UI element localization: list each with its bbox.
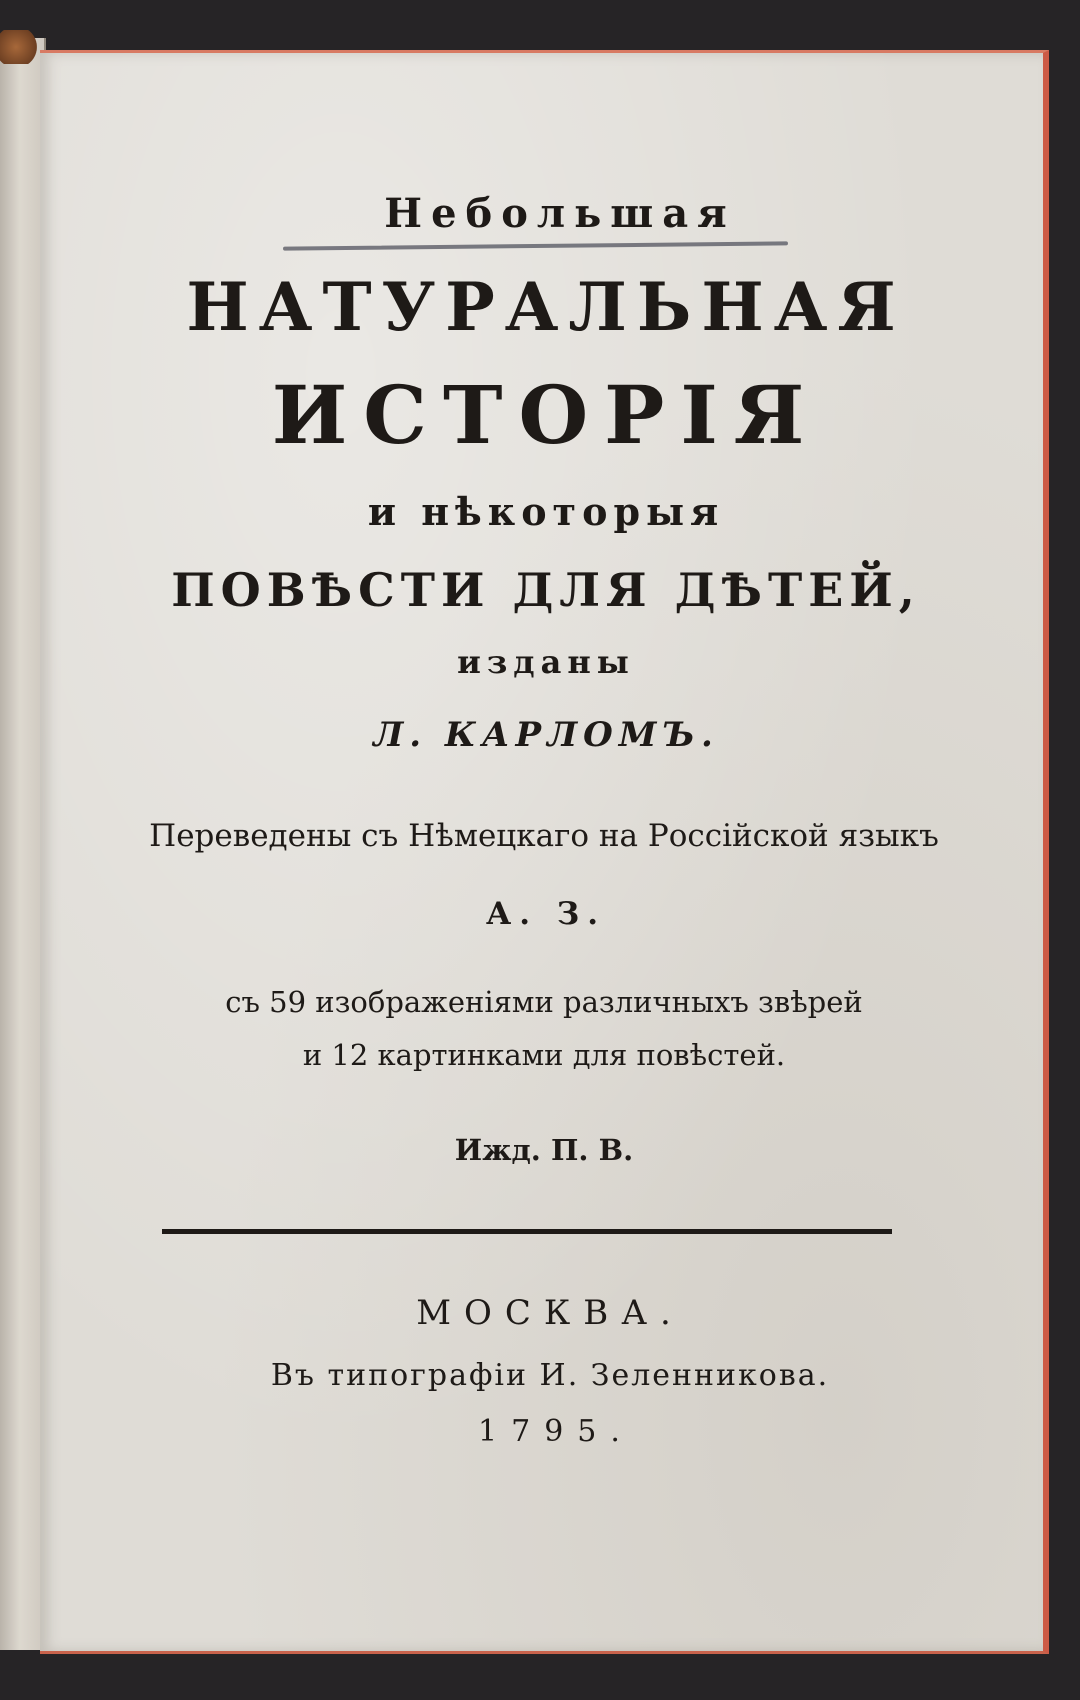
- published-by-label: изданы: [457, 643, 635, 681]
- author-name: Л. КАРЛОМЪ.: [373, 715, 719, 755]
- translation-note: Переведены съ Нѣмецкаго на Россійской языкъ: [149, 818, 939, 854]
- publisher-cost-note: Ижд. П. В.: [454, 1133, 634, 1167]
- imprint-city: МОСКВА.: [416, 1293, 684, 1333]
- illustrations-note-1: съ 59 изображеніями различныхъ звѣрей: [225, 985, 863, 1019]
- title-line-subtitle: ПОВѢСТИ ДЛЯ ДѢТЕЙ,: [171, 563, 921, 617]
- translator-initials: А. З.: [486, 896, 606, 932]
- binding-thread: [0, 30, 40, 64]
- divider-rule: [162, 1229, 892, 1234]
- imprint-year: 1795.: [478, 1414, 634, 1449]
- imprint-press: Въ типографіи И. Зеленникова.: [270, 1358, 830, 1393]
- title-line-main-1: НАТУРАЛЬНАЯ: [186, 268, 906, 346]
- illustrations-note-2: и 12 картинками для повѣстей.: [302, 1038, 786, 1072]
- title-line-conjunction: и нѣкоторыя: [367, 489, 725, 534]
- title-line-small: Небольшая: [384, 190, 736, 237]
- title-line-main-2: ИСТОРІЯ: [271, 368, 821, 462]
